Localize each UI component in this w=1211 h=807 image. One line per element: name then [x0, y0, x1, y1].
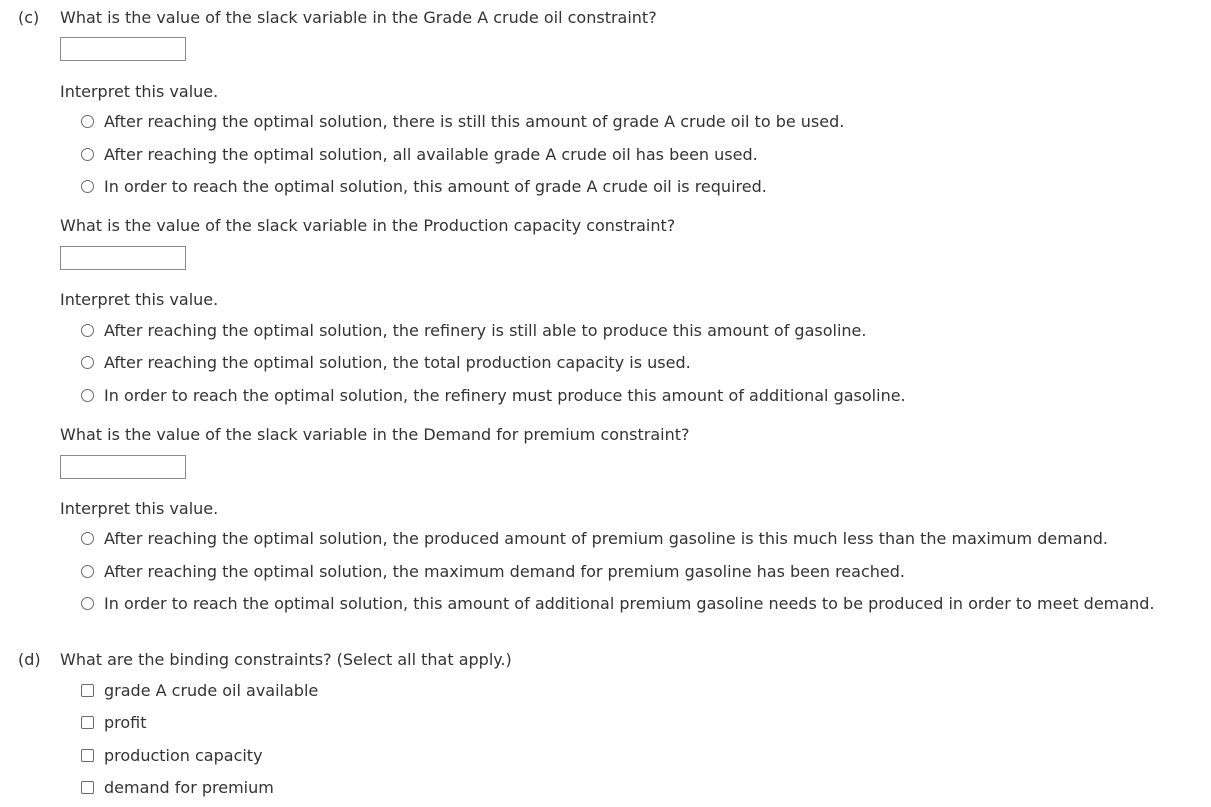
option-text: After reaching the optimal solution, the produced amount of premium gasoline is this much less than the maximum demand.	[104, 528, 1108, 548]
radio-icon[interactable]	[81, 180, 94, 193]
option-text: After reaching the optimal solution, the maximum demand for premium gasoline has been reached.	[104, 561, 905, 581]
radio-icon[interactable]	[81, 148, 94, 161]
radio-icon[interactable]	[81, 532, 94, 545]
binding-option-grade-a[interactable]	[81, 679, 318, 701]
checkbox-icon[interactable]	[81, 781, 94, 794]
binding-option-production-capacity[interactable]	[81, 744, 263, 766]
grade-a-slack-input[interactable]	[60, 37, 186, 61]
option-text: After reaching the optimal solution, the refinery is still able to produce this amount of gasoline.	[104, 320, 867, 340]
option-text: In order to reach the optimal solution, this amount of grade A crude oil is required.	[104, 176, 767, 196]
question-binding-constraints: What are the binding constraints? (Select all that apply.)	[60, 650, 512, 669]
option-text: After reaching the optimal solution, there is still this amount of grade A crude oil to be used.	[104, 111, 845, 131]
grade-a-option-2[interactable]	[81, 143, 758, 165]
production-option-3[interactable]	[81, 384, 906, 406]
question-demand-premium-slack: What is the value of the slack variable in the Demand for premium constraint?	[60, 425, 690, 444]
binding-option-profit[interactable]	[81, 711, 147, 733]
option-text: production capacity	[104, 745, 263, 765]
grade-a-option-3[interactable]	[81, 175, 767, 197]
checkbox-icon[interactable]	[81, 716, 94, 729]
grade-a-option-1[interactable]	[81, 110, 844, 132]
production-option-2[interactable]	[81, 351, 691, 373]
option-text: profit	[104, 712, 147, 732]
question-production-capacity-slack: What is the value of the slack variable in the Production capacity constraint?	[60, 216, 676, 235]
radio-icon[interactable]	[81, 565, 94, 578]
demand-premium-slack-input[interactable]	[60, 455, 186, 479]
option-text: grade A crude oil available	[104, 680, 319, 700]
option-text: In order to reach the optimal solution, the refinery must produce this amount of additional gasoline.	[104, 385, 906, 405]
radio-icon[interactable]	[81, 356, 94, 369]
option-text: demand for premium	[104, 777, 274, 797]
interpret-label-grade-a: Interpret this value.	[60, 82, 219, 101]
demand-option-1[interactable]	[81, 527, 1108, 549]
binding-option-demand-premium[interactable]	[81, 776, 274, 798]
production-capacity-slack-input[interactable]	[60, 246, 186, 270]
radio-icon[interactable]	[81, 389, 94, 402]
checkbox-icon[interactable]	[81, 684, 94, 697]
part-d-label: (d)	[18, 650, 41, 669]
interpret-label-production: Interpret this value.	[60, 290, 219, 309]
radio-icon[interactable]	[81, 115, 94, 128]
option-text: After reaching the optimal solution, all available grade A crude oil has been used.	[104, 144, 758, 164]
demand-option-2[interactable]	[81, 560, 905, 582]
option-text: In order to reach the optimal solution, this amount of additional premium gasoline needs to be produced in order to meet demand.	[104, 593, 1155, 613]
interpret-label-demand: Interpret this value.	[60, 499, 219, 518]
radio-icon[interactable]	[81, 324, 94, 337]
option-text: After reaching the optimal solution, the total production capacity is used.	[104, 352, 691, 372]
radio-icon[interactable]	[81, 597, 94, 610]
checkbox-icon[interactable]	[81, 749, 94, 762]
production-option-1[interactable]	[81, 319, 866, 341]
demand-option-3[interactable]	[81, 592, 1154, 614]
question-grade-a-slack: What is the value of the slack variable in the Grade A crude oil constraint?	[60, 8, 657, 27]
part-c-label: (c)	[18, 8, 40, 27]
